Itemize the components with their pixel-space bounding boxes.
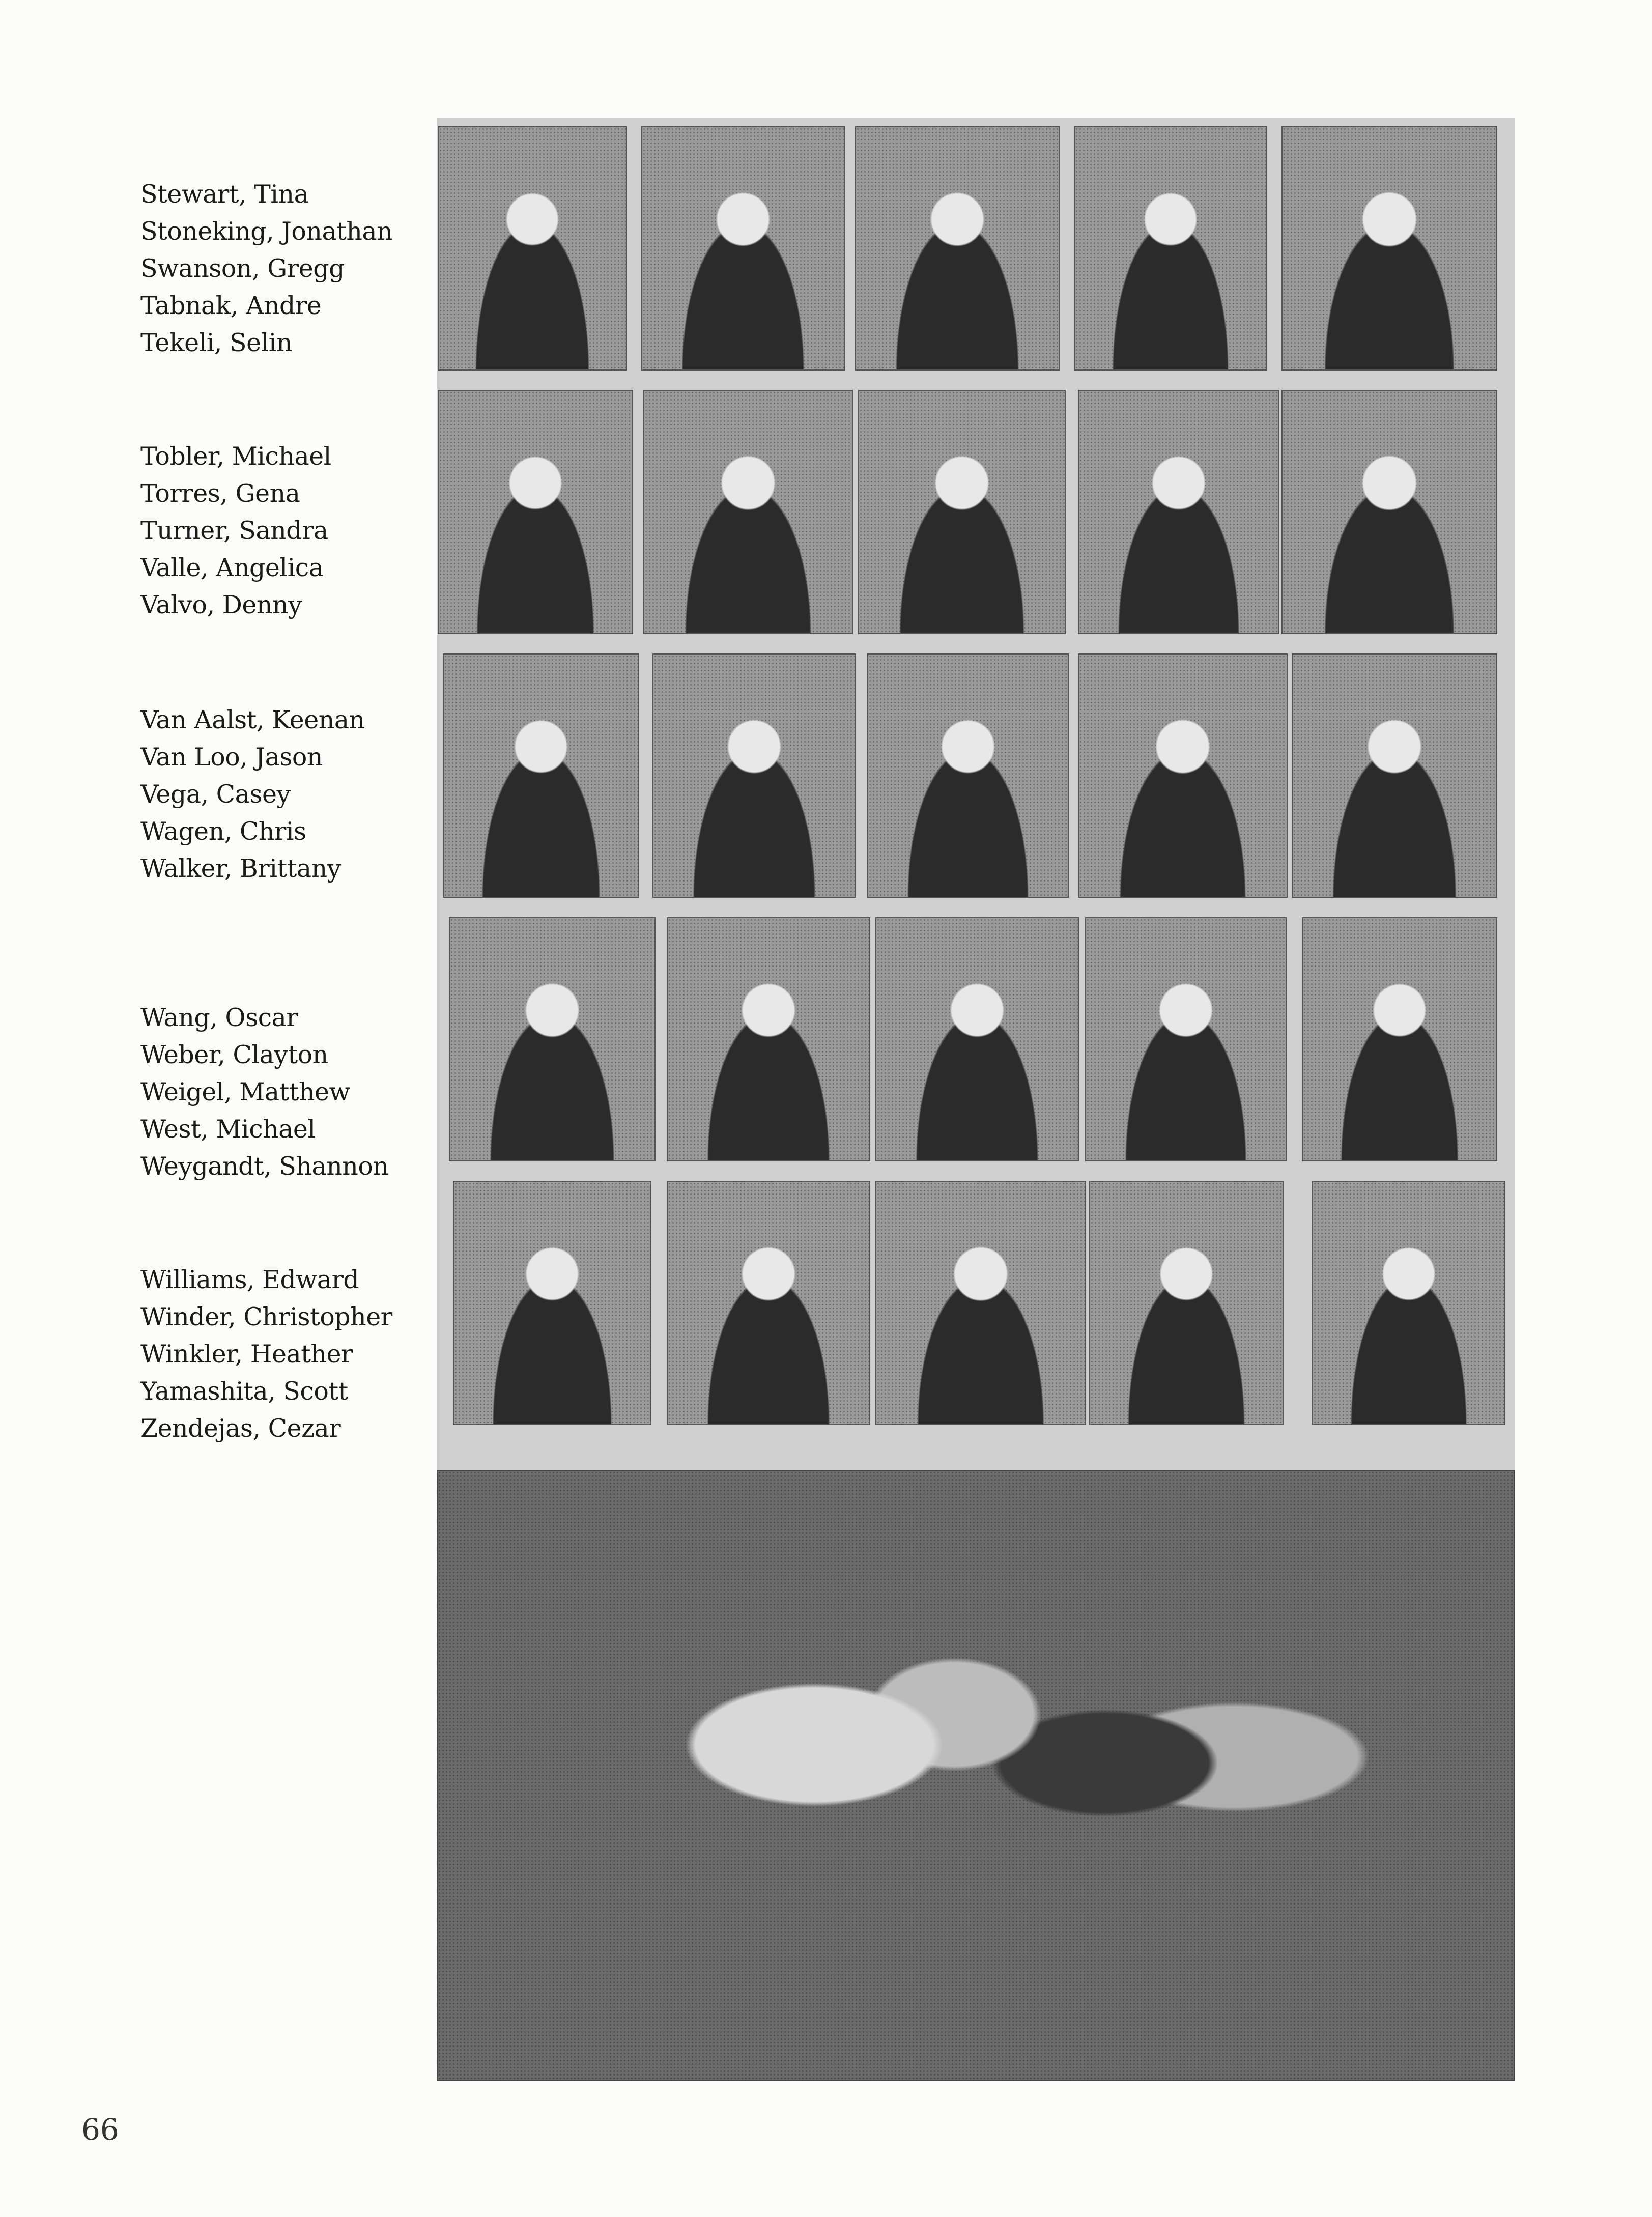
student-name: Torres, Gena <box>140 479 300 508</box>
student-name: Stewart, Tina <box>140 180 309 209</box>
student-name: Yamashita, Scott <box>140 1377 348 1406</box>
student-portrait <box>1292 653 1497 898</box>
student-name: Tobler, Michael <box>140 442 331 471</box>
student-name: Van Loo, Jason <box>140 743 323 772</box>
portrait-row-4 <box>437 909 1515 1158</box>
student-portrait <box>1085 917 1287 1161</box>
student-portrait <box>643 390 853 634</box>
student-name: Tabnak, Andre <box>140 291 322 320</box>
student-name: West, Michael <box>140 1115 316 1144</box>
student-name: Weigel, Matthew <box>140 1077 350 1106</box>
student-portrait <box>858 390 1066 634</box>
student-portrait <box>1074 126 1267 371</box>
student-name: Swanson, Gregg <box>140 254 345 283</box>
name-group-5 <box>140 1261 425 1447</box>
name-group-2 <box>140 438 425 623</box>
student-portrait <box>652 653 856 898</box>
student-portrait <box>453 1181 651 1425</box>
name-group-3 <box>140 701 425 887</box>
student-name: Van Aalst, Keenan <box>140 705 365 734</box>
student-name: Valle, Angelica <box>140 553 324 582</box>
student-name: Turner, Sandra <box>140 516 328 545</box>
student-portrait <box>867 653 1069 898</box>
student-name: Williams, Edward <box>140 1265 359 1294</box>
student-portrait <box>1089 1181 1284 1425</box>
student-portrait <box>1312 1181 1505 1425</box>
student-name: Winder, Christopher <box>140 1302 392 1331</box>
student-portrait <box>1302 917 1497 1161</box>
candid-group-photo <box>437 1470 1515 2081</box>
student-name: Tekeli, Selin <box>140 328 293 357</box>
student-name: Vega, Casey <box>140 780 291 809</box>
student-portrait <box>1078 653 1288 898</box>
student-name: Weber, Clayton <box>140 1040 328 1069</box>
student-portrait <box>1078 390 1279 634</box>
student-name: Winkler, Heather <box>140 1340 353 1369</box>
student-portrait <box>875 1181 1086 1425</box>
page-number: 66 <box>81 2112 119 2147</box>
name-group-4 <box>140 999 425 1185</box>
student-portrait <box>1281 390 1497 634</box>
student-name: Valvo, Denny <box>140 590 302 619</box>
student-name: Weygandt, Shannon <box>140 1152 389 1181</box>
student-name: Zendejas, Cezar <box>140 1414 341 1443</box>
portrait-row-5 <box>437 1173 1515 1422</box>
student-name: Stoneking, Jonathan <box>140 217 393 246</box>
student-name: Walker, Brittany <box>140 854 341 883</box>
student-portrait <box>443 653 639 898</box>
portrait-row-1 <box>437 118 1515 367</box>
student-portrait <box>855 126 1060 371</box>
student-portrait <box>438 126 627 371</box>
portrait-row-3 <box>437 645 1515 895</box>
portrait-grid <box>437 118 1515 1472</box>
name-group-1 <box>140 176 425 361</box>
student-portrait <box>641 126 845 371</box>
student-name: Wagen, Chris <box>140 817 306 846</box>
student-portrait <box>875 917 1079 1161</box>
student-name: Wang, Oscar <box>140 1003 298 1032</box>
portrait-row-2 <box>437 382 1515 631</box>
student-portrait <box>438 390 633 634</box>
student-portrait <box>667 1181 870 1425</box>
student-portrait <box>667 917 870 1161</box>
student-portrait <box>1281 126 1497 371</box>
student-portrait <box>449 917 656 1161</box>
